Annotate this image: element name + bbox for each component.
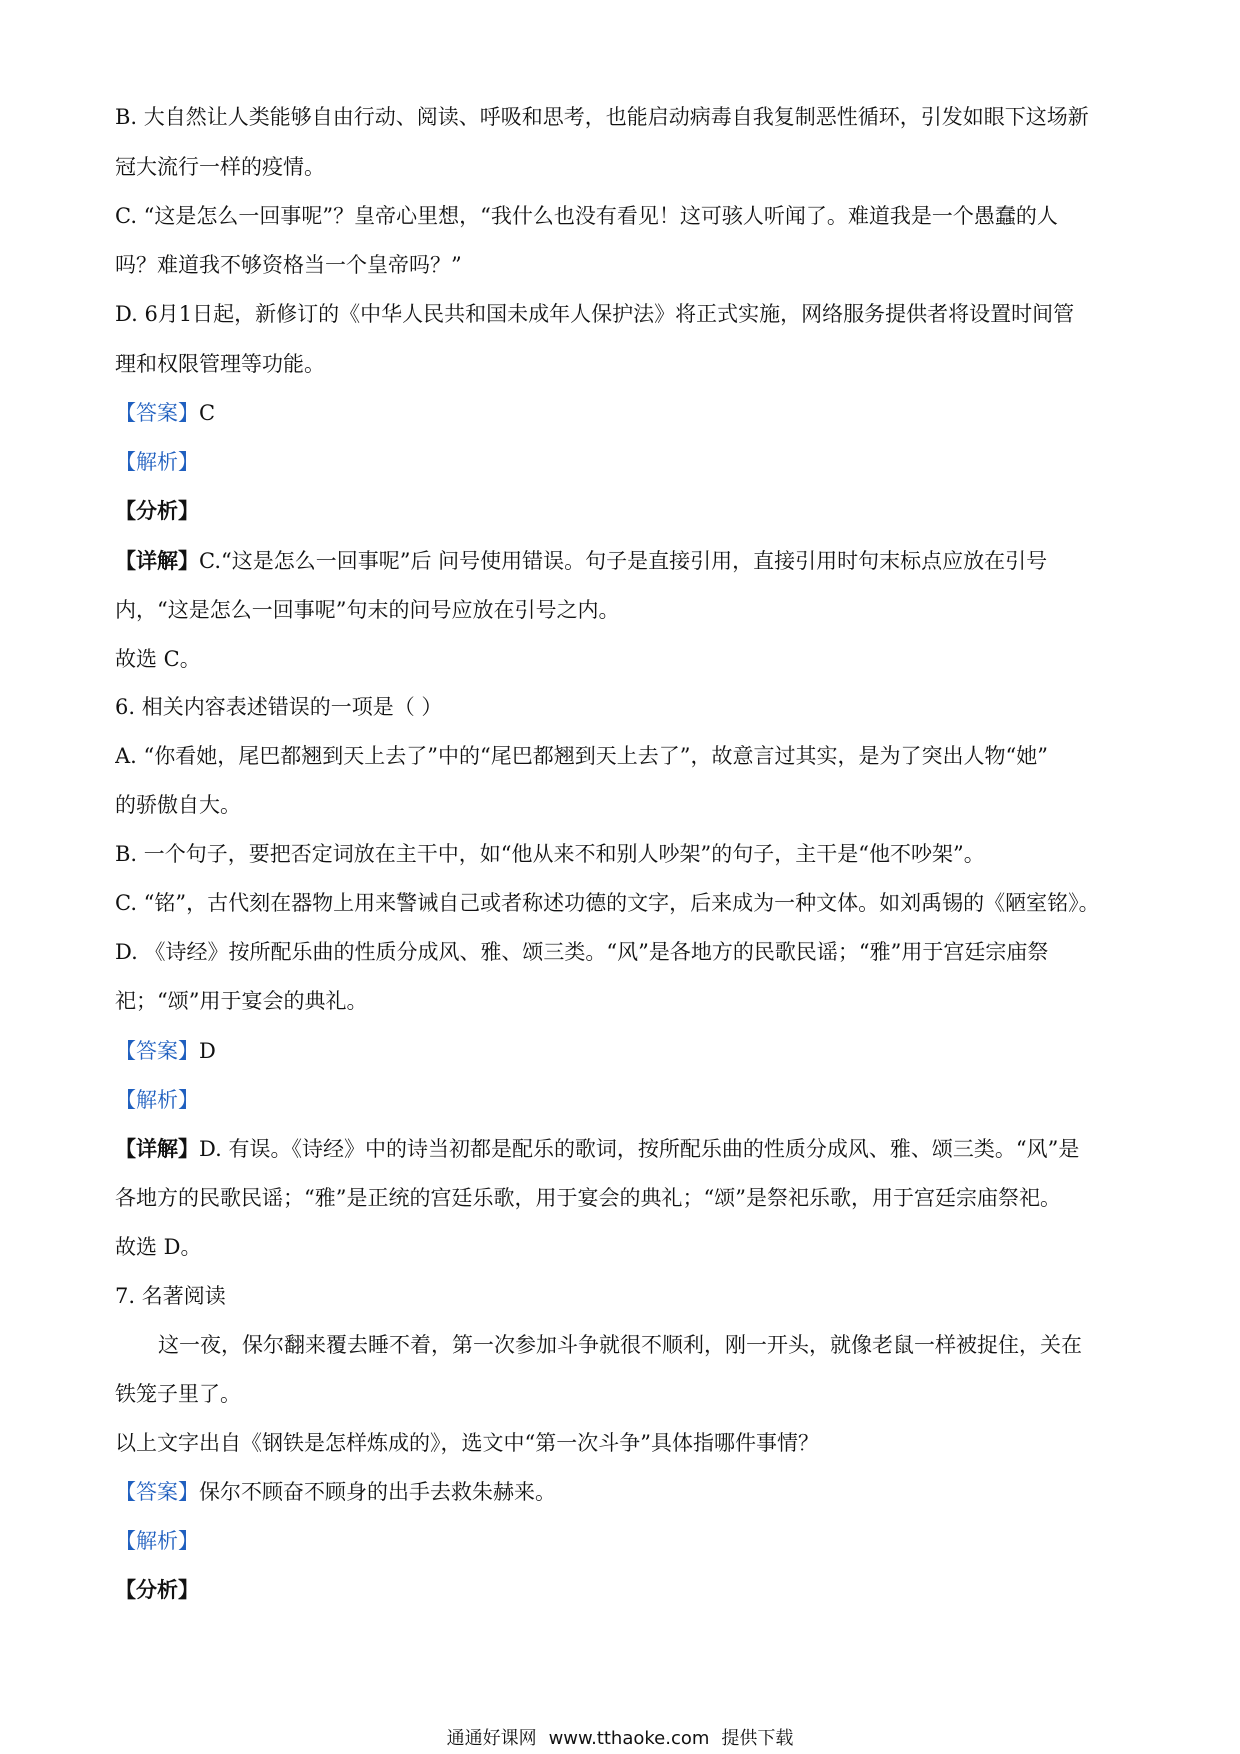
q5-answer-value: C xyxy=(199,401,216,425)
q5-option-d-line2: 理和权限管理等功能。 xyxy=(115,352,325,376)
page-footer xyxy=(0,1728,1240,1750)
q6-option-c: C. “铭”，古代刻在器物上用来警诫自己或者称述功德的文字，后来成为一种文体。如刘禹锡的《陋室铭》。 xyxy=(115,891,1100,915)
q6-option-d-line2: 祀；“颂”用于宴会的典礼。 xyxy=(115,989,368,1013)
q6-answer-value: D xyxy=(199,1039,216,1063)
q5-option-b-line2: 冠大流行一样的疫情。 xyxy=(115,155,325,179)
q5-option-c-line2: 吗？难道我不够资格当一个皇帝吗？” xyxy=(115,253,462,277)
q7-question: 以上文字出自《钢铁是怎样炼成的》，选文中“第一次斗争”具体指哪件事情？ xyxy=(115,1431,819,1455)
q6-option-d-line1: D. 《诗经》按所配乐曲的性质分成风、雅、颂三类。“风”是各地方的民歌民谣；“雅”用于宫廷宗庙祭 xyxy=(115,940,1049,964)
q5-detail-line2: 内，“这是怎么一回事呢”句末的问号应放在引号之内。 xyxy=(115,598,620,622)
q7-answer-label: 【答案】 xyxy=(115,1480,199,1504)
q7-answer-value: 保尔不顾奋不顾身的出手去救朱赫来。 xyxy=(199,1480,556,1504)
q7-passage-line1: 这一夜，保尔翻来覆去睡不着，第一次参加斗争就很不顺利，刚一开头，就像老鼠一样被捉住，关在 xyxy=(158,1333,1082,1357)
q7-fenxi-label: 【分析】 xyxy=(115,1577,199,1602)
q6-jiexi-label: 【解析】 xyxy=(115,1088,199,1112)
q5-jiexi-label: 【解析】 xyxy=(115,450,199,474)
q6-conclusion: 故选 D。 xyxy=(115,1235,202,1259)
q5-fenxi-label: 【分析】 xyxy=(115,498,199,523)
q7-answer xyxy=(115,1477,1135,1507)
q6-answer xyxy=(115,1036,1135,1066)
q5-option-b-line1: B. 大自然让人类能够自由行动、阅读、呼吸和思考，也能启动病毒自我复制恶性循环，引发如眼下这场新 xyxy=(115,105,1089,129)
q5-option-d-line1: D. 6月1日起，新修订的《中华人民共和国未成年人保护法》将正式实施，网络服务提供者将设置时间管 xyxy=(115,302,1075,326)
q7-jiexi-label: 【解析】 xyxy=(115,1529,199,1553)
q5-option-c-line1: C. “这是怎么一回事呢”？皇帝心里想，“我什么也没有看见！这可骇人听闻了。难道我是一个愚蠢的人 xyxy=(115,204,1058,228)
q5-detail-text: C.“这是怎么一回事呢”后 问号使用错误。句子是直接引用，直接引用时句末标点应放在引号 xyxy=(199,549,1048,573)
q7-stem: 7. 名著阅读 xyxy=(115,1284,226,1308)
footer-suffix: 提供下载 xyxy=(721,1728,794,1749)
q6-answer-label: 【答案】 xyxy=(115,1039,199,1063)
q5-detail-line1 xyxy=(115,546,1135,576)
q6-detail-line2: 各地方的民歌民谣；“雅”是正统的宫廷乐歌，用于宴会的典礼；“颂”是祭祀乐歌，用于宫廷宗庙祭祀。 xyxy=(115,1186,1061,1210)
q7-passage-line2: 铁笼子里了。 xyxy=(115,1382,241,1406)
q6-detail-text: D. 有误。《诗经》中的诗当初都是配乐的歌词，按所配乐曲的性质分成风、雅、颂三类。“风”是 xyxy=(199,1137,1080,1161)
q5-detail-label: 【详解】 xyxy=(115,548,199,573)
footer-url[interactable]: www.tthaoke.com xyxy=(548,1728,710,1749)
q6-stem: 6. 相关内容表述错误的一项是（ ） xyxy=(115,695,443,719)
q6-detail-label: 【详解】 xyxy=(115,1136,199,1161)
q6-option-a-line1: A. “你看她，尾巴都翘到天上去了”中的“尾巴都翘到天上去了”，故意言过其实，是为了突出人物“她” xyxy=(115,744,1048,768)
q6-option-b: B. 一个句子，要把否定词放在主干中，如“他从来不和别人吵架”的句子，主干是“他不吵架”。 xyxy=(115,842,985,866)
q5-answer-label: 【答案】 xyxy=(115,401,199,425)
footer-site-name: 通通好课网 xyxy=(446,1728,537,1749)
q5-answer xyxy=(115,398,1135,428)
q6-option-a-line2: 的骄傲自大。 xyxy=(115,793,241,817)
q5-conclusion: 故选 C。 xyxy=(115,647,201,671)
q6-detail-line1 xyxy=(115,1134,1135,1164)
